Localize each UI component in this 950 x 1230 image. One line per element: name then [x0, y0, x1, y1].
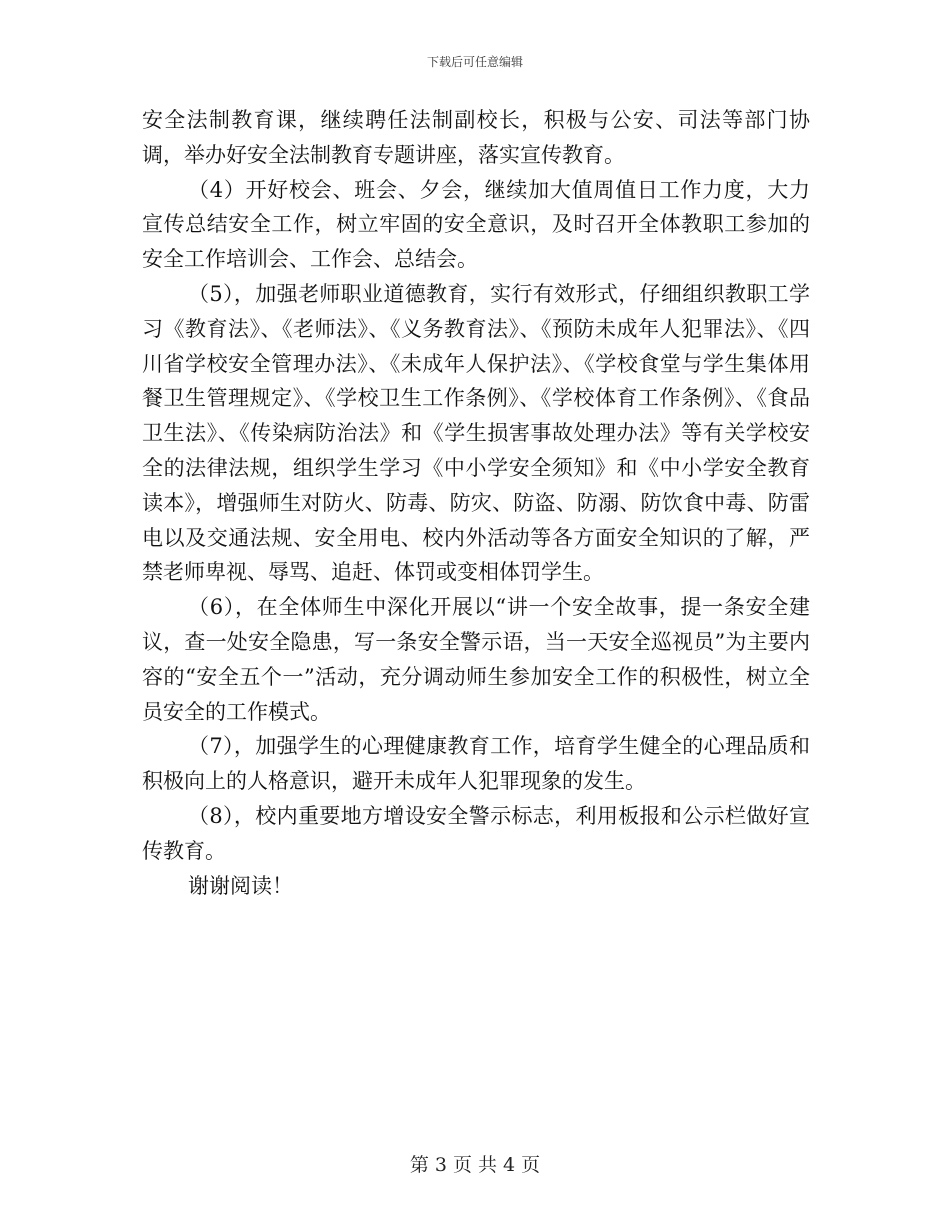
paragraph-item-8: （8），校内重要地方增设安全警示标志，利用板报和公示栏做好宣传教育。 [142, 803, 810, 863]
document-body [142, 103, 810, 903]
page-header-note: 下载后可任意编辑 [426, 55, 523, 69]
paragraph-continuation: 安全法制教育课，继续聘任法制副校长，积极与公安、司法等部门协调，举办好安全法制教育专题讲座，落实宣传教育。 [142, 108, 810, 167]
paragraph-item-6: （6），在全体师生中深化开展以“讲一个安全故事，提一条安全建议，查一处安全隐患，写一条安全警示语，当一天安全巡视员”为主要内容的“安全五个一”活动，充分调动师生参加安全工作的积极性，树立全员安全的工作模式。 [142, 595, 810, 724]
paragraph-item-4: （4）开好校会、班会、夕会，继续加大值周值日工作力度，大力宣传总结安全工作，树立牢固的安全意识，及时召开全体教职工参加的安全工作培训会、工作会、总结会。 [142, 177, 810, 272]
paragraph-item-5: （5），加强老师职业道德教育，实行有效形式，仔细组织教职工学习《教育法》、《老师法》、《义务教育法》、《预防未成年人犯罪法》、《四川省学校安全管理办法》、《未成年人保护法》、《学校食堂与学生集体用餐卫生管理规定》、《学校卫生工作条例》、《学校体育工作条例》、《食品卫生法》、《传染病防治法》和《学生损害事故处理办法》等有关学校安全的法律法规，组织学生学习《中小学安全须知》和《中小学安全教育读本》，增强师生对防火、防毒、防灾、防盗、防溺、防饮食中毒、防雷电以及交通法规、安全用电、校内外活动等各方面安全知识的了解，严禁老师卑视、辱骂、追赶、体罚或变相体罚学生。 [142, 281, 810, 585]
paragraph-item-7: （7），加强学生的心理健康教育工作，培育学生健全的心理品质和积极向上的人格意识，避开未成年人犯罪现象的发生。 [142, 734, 810, 794]
page-number: 第 3 页 共 4 页 [409, 1154, 541, 1176]
closing-line: 谢谢阅读！ [188, 873, 293, 898]
